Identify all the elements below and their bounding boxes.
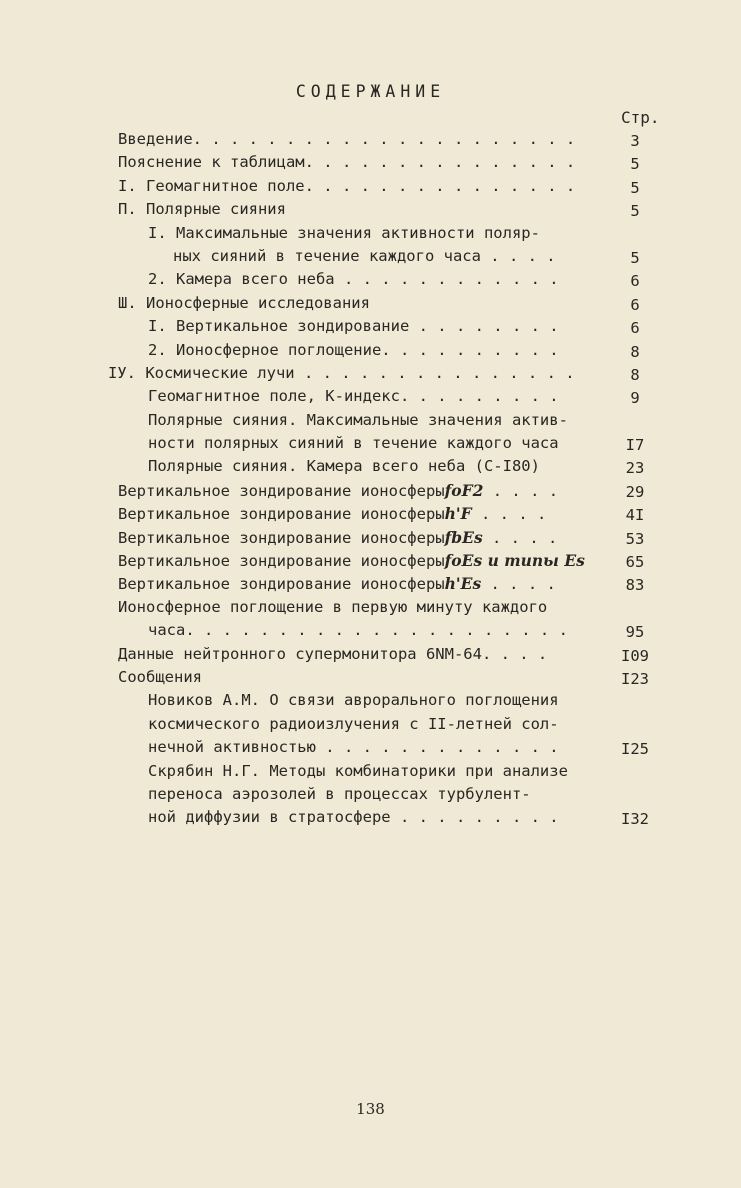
toc-entry-text: Полярные сияния. Максимальные значения актив-: [148, 410, 568, 429]
toc-entry-parameter: h'F: [444, 504, 472, 524]
toc-entry-parameter: h'Es: [444, 574, 482, 594]
toc-entry-page: 29: [625, 482, 645, 501]
toc-entry: [0, 198, 741, 221]
toc-entry: [0, 292, 741, 315]
toc-entry-page: 23: [625, 459, 645, 478]
toc-entry-text: Введение. . . . . . . . . . . . . . . . . . . . .: [118, 130, 576, 148]
toc-entry-page: I25: [621, 740, 649, 759]
toc-entry-page: I23: [621, 669, 649, 688]
toc-entry-page: 6: [630, 272, 640, 291]
toc-entry-page: 65: [625, 553, 645, 572]
toc-entry-text: I. Максимальные значения активности поляр-: [148, 223, 540, 242]
toc-entry-text: Ионосферное поглощение в первую минуту каждого: [118, 597, 548, 616]
toc-entry-text: Вертикальное зондирование ионосферы: [118, 575, 445, 594]
toc-entry-text: ности полярных сияний в течение каждого часа: [148, 434, 559, 453]
toc-entry: [0, 455, 741, 478]
toc-entry-page: 4I: [625, 506, 645, 525]
toc-entry-parameter: foF2: [444, 480, 484, 500]
toc-entry: [0, 549, 741, 572]
toc-entry-text: Скрябин Н.Г. Методы комбинаторики при анализе: [148, 761, 568, 780]
toc-entry-page: I09: [621, 646, 649, 665]
toc-entry-text: Вертикальное зондирование ионосферы: [118, 505, 445, 524]
toc-entry: [0, 619, 741, 642]
toc-entry: [0, 666, 741, 689]
toc-entry-text: Новиков А.М. О связи аврорального поглощения: [148, 691, 559, 710]
toc-entry-text: Пояснение к таблицам. . . . . . . . . . . . . . .: [118, 153, 576, 172]
toc-entry-page: 5: [630, 178, 640, 197]
toc-entry-page: 9: [630, 389, 640, 408]
toc-entry-text: IУ. Космические лучи . . . . . . . . . . . . . . .: [108, 363, 575, 382]
toc-entry: [0, 151, 741, 174]
toc-entry: [0, 572, 741, 595]
toc-entry-text: Вертикальное зондирование ионосферы: [118, 552, 445, 571]
toc-entry-page: 8: [630, 342, 640, 361]
toc-entry-text: 2. Камера всего неба . . . . . . . . . . . .: [148, 270, 559, 289]
toc-entry-text: Сообщения: [118, 667, 202, 686]
toc-entry: [0, 362, 741, 385]
toc-entry-page: 95: [625, 623, 645, 642]
toc-entry-page: I7: [625, 436, 645, 455]
toc-entry: [0, 526, 741, 549]
toc-entry: [0, 596, 741, 619]
toc-entry-page: 8: [630, 365, 640, 384]
toc-entry-text: I. Вертикальное зондирование . . . . . . . .: [148, 317, 559, 336]
toc-entry: [0, 315, 741, 338]
toc-entry: [0, 222, 741, 245]
toc-entry: [0, 432, 741, 455]
toc-entry-text: Вертикальное зондирование ионосферы: [118, 481, 445, 500]
page-title: СОДЕРЖАНИЕ: [295, 82, 446, 101]
toc-entry-text: Геомагнитное поле, К-индекс. . . . . . . . .: [148, 387, 559, 406]
toc-entry-text: Вертикальное зондирование ионосферы: [118, 528, 445, 547]
toc-entry: [0, 736, 741, 759]
toc-entry-page: 5: [630, 248, 640, 267]
toc-entry-leader: . . . .: [471, 505, 547, 524]
toc-entry-text: Ш. Ионосферные исследования: [118, 293, 370, 312]
toc-entry: [0, 643, 741, 666]
toc-entry: [0, 806, 741, 829]
toc-entry-page: 53: [625, 529, 645, 548]
toc-entry: [0, 409, 741, 432]
toc-entry-text: часа. . . . . . . . . . . . . . . . . . . . .: [148, 621, 568, 640]
toc-entry: [0, 479, 741, 502]
toc-entry-text: космического радиоизлучения с II-летней сол-: [148, 714, 559, 733]
toc-entry: [0, 339, 741, 362]
toc-entry: [0, 245, 741, 268]
page-column-label: Стр.: [621, 108, 660, 127]
toc-entry-parameter: fbEs: [444, 527, 483, 547]
toc-entry-text: Данные нейтронного супермонитора 6NM-64. . . .: [118, 644, 548, 663]
toc-entry-text: 2. Ионосферное поглощение. . . . . . . . . .: [148, 340, 559, 359]
toc-entry-text: I. Геомагнитное поле. . . . . . . . . . . . . . .: [118, 176, 576, 195]
toc-entry-page: 5: [630, 155, 640, 174]
toc-entry-page: I32: [621, 810, 649, 829]
toc-entry: [0, 502, 741, 525]
toc-entry-page: 6: [630, 319, 640, 338]
toc-entry-text: П. Полярные сияния: [118, 200, 286, 219]
toc-entry: [0, 175, 741, 198]
toc-entry-page: 6: [630, 295, 640, 314]
toc-entry: [0, 760, 741, 783]
toc-entry-text: переноса аэрозолей в процессах турбулент-: [148, 784, 531, 803]
toc-entry-leader: . . . .: [481, 575, 556, 594]
toc-entry-page: 83: [625, 576, 645, 595]
toc-entry: [0, 713, 741, 736]
toc-entry-parameter: foEs и типы Es: [444, 551, 585, 571]
toc-entry-leader: . . . .: [483, 481, 559, 500]
toc-entry: [0, 268, 741, 291]
toc-entry-leader: . . . .: [482, 528, 558, 547]
toc-entry-text: Полярные сияния. Камера всего неба (С-I80): [148, 457, 540, 476]
toc-entry-page: 5: [630, 202, 640, 221]
toc-entry: [0, 385, 741, 408]
toc-entry: [0, 783, 741, 806]
table-of-contents: [0, 128, 741, 830]
page-number: 138: [356, 1100, 385, 1118]
toc-entry-text: нечной активностью . . . . . . . . . . . . .: [148, 738, 559, 757]
toc-entry: [0, 689, 741, 712]
toc-entry-text: ной диффузии в стратосфере . . . . . . . . .: [148, 808, 559, 827]
toc-entry: [0, 128, 741, 151]
toc-entry-text: ных сияний в течение каждого часа . . . .: [173, 246, 556, 265]
toc-entry-page: 3: [630, 132, 640, 150]
